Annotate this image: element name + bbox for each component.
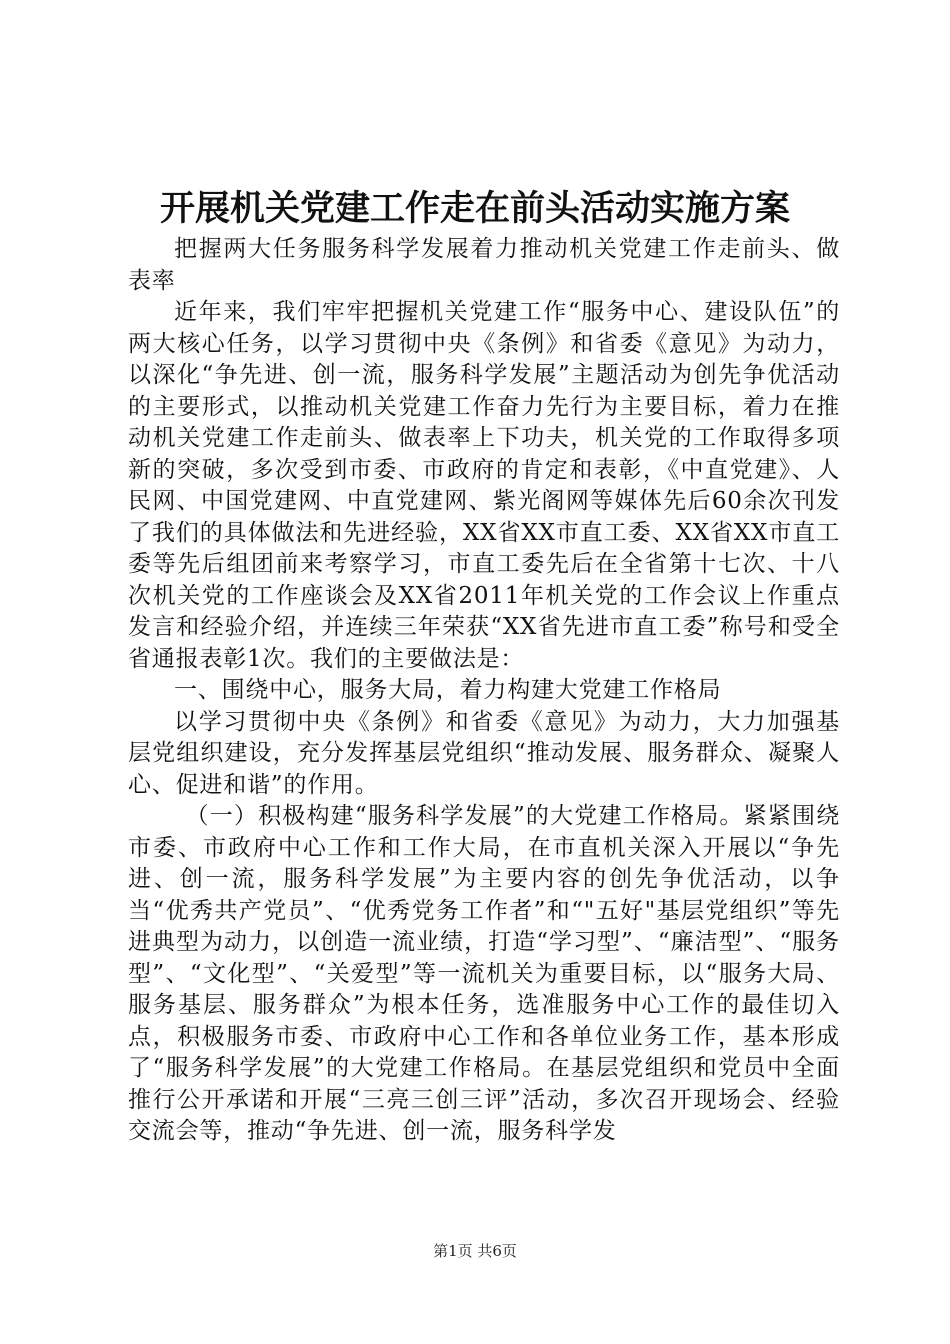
paragraph-section-1: 以学习贯彻中央《条例》和省委《意见》为动力，大力加强基层党组织建设，充分发挥基层党组织“推动发展、服务群众、凝聚人心、促进和谐”的作用。 [128,708,840,798]
document-title: 开展机关党建工作走在前头活动实施方案 [159,188,790,229]
paragraph-subsection-1: （一）积极构建“服务科学发展”的大党建工作格局。紧紧围绕市委、市政府中心工作和工作大局，在市直机关深入开展以“争先进、创一流，服务科学发展”为主要内容的创先争优活动，以争当“优秀共产党员”、“优秀党务工作者”和“"五好"基层党组织”等先进典型为动力，以创造一流业绩，打造“学习型”、“廉洁型”、“服务型”、“文化型”、“关爱型”等一流机关为重要目标，以“服务大局、服务基层、服务群众”为根本任务，选准服务中心工作的最佳切入点，积极服务市委、市政府中心工作和各单位业务工作，基本形成了“服务科学发展”的大党建工作格局。在基层党组织和党员中全面推行公开承诺和开展“三亮三创三评”活动，多次召开现场会、经验交流会等，推动“争先进、创一流，服务科学发 [128,803,840,1144]
section-heading-1: 一、围绕中心，服务大局，着力构建大党建工作格局 [174,677,722,703]
page-footer: 第1页 共6页 [433,1242,517,1260]
paragraph-intro: 近年来，我们牢牢把握机关党建工作“服务中心、建设队伍”的两大核心任务，以学习贯彻中央《条例》和省委《意见》为动力，以深化“争先进、创一流，服务科学发展”主题活动为创先争优活动的主要形式，以推动机关党建工作奋力先行为主要目标，着力在推动机关党建工作走前头、做表率上下功夫，机关党的工作取得多项新的突破，多次受到市委、市政府的肯定和表彰，《中直党建》、人民网、中国党建网、中直党建网、紫光阁网等媒体先后60余次刊发了我们的具体做法和先进经验，XX省XX市直工委、XX省XX市直工委等先后组团前来考察学习，市直工委先后在全省第十七次、十八次机关党的工作座谈会及XX省2011年机关党的工作会议上作重点发言和经验介绍，并连续三年荣获“XX省先进市直工委”称号和受全省通报表彰1次。我们的主要做法是： [128,299,840,672]
document-body [128,234,840,1148]
paragraph-subtitle: 把握两大任务服务科学发展着力推动机关党建工作走前头、做表率 [128,236,840,294]
